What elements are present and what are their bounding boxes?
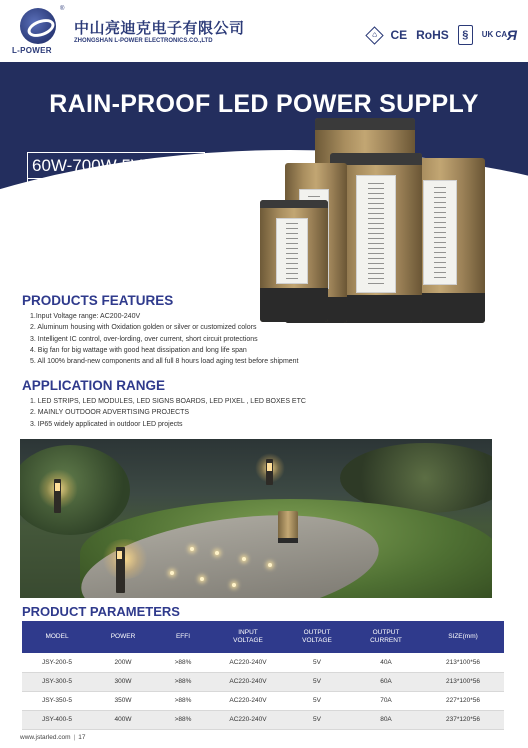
application-title: APPLICATION RANGE: [22, 378, 166, 393]
cell-input: AC220-240V: [212, 653, 284, 672]
table-row: [22, 672, 504, 691]
cell-effi: >88%: [154, 710, 212, 729]
table-row: [22, 653, 504, 672]
company-name-cn: 中山亮迪克电子有限公司: [74, 20, 245, 37]
cell-output-voltage: 5V: [284, 672, 350, 691]
table-row: [22, 691, 504, 710]
footer-website[interactable]: www.jstarled.com: [20, 734, 71, 741]
cell-input: AC220-240V: [212, 710, 284, 729]
features-title: PRODUCTS FEATURES: [22, 293, 174, 308]
list-item: 2. MAINLY OUTDOOR ADVERTISING PROJECTS: [30, 409, 190, 417]
header-size: SIZE(mm): [422, 621, 504, 653]
rohs-icon: RoHS: [416, 28, 449, 42]
cell-output-current: 60A: [350, 672, 422, 691]
cell-input: AC220-240V: [212, 672, 284, 691]
registered-mark: ®: [60, 6, 65, 12]
header-input-voltage: INPUT VOLTAGE: [212, 621, 284, 653]
page-number: 17: [78, 734, 86, 741]
table-header-row: [22, 621, 504, 653]
logo-text: L-POWER: [12, 46, 52, 55]
page-title: RAIN-PROOF LED POWER SUPPLY: [49, 90, 479, 118]
cell-output-voltage: 5V: [284, 710, 350, 729]
list-item: 2. Aluminum housing with Oxidation golden or silver or customized colors: [30, 324, 257, 332]
cell-model: JSY-300-5: [22, 672, 92, 691]
header-output-voltage: OUTPUT VOLTAGE: [284, 621, 350, 653]
cell-output-current: 70A: [350, 691, 422, 710]
cell-size: 213*100*56: [422, 672, 504, 691]
brand-logo-icon: [20, 8, 56, 44]
header-effi: EFFI: [154, 621, 212, 653]
list-item: 1.Input Voltage range: AC200-240V: [30, 313, 141, 320]
features-list: [30, 311, 500, 367]
company-name-en: ZHONGSHAN L-POWER ELECTRONICS.CO.,LTD: [74, 38, 213, 44]
brand-logo: [10, 6, 66, 58]
header-model: MODEL: [22, 621, 92, 653]
cell-size: 227*120*56: [422, 691, 504, 710]
cell-power: 200W: [92, 653, 154, 672]
spec-ip-rate: IP RATE : IP65: [28, 178, 204, 203]
footer-separator: |: [73, 734, 76, 741]
parameters-title: PRODUCT PARAMETERS: [22, 604, 180, 619]
certification-row: [368, 26, 516, 44]
header-power: POWER: [92, 621, 154, 653]
cell-output-voltage: 5V: [284, 691, 350, 710]
cell-model: JSY-400-5: [22, 710, 92, 729]
list-item: 1. LED STRIPS, LED MODULES, LED SIGNS BOARDS, LED PIXEL , LED BOXES ETC: [30, 398, 306, 405]
garden-application-photo: [20, 439, 492, 598]
cell-effi: >88%: [154, 691, 212, 710]
cell-effi: >88%: [154, 653, 212, 672]
cell-power: 350W: [92, 691, 154, 710]
parameters-table: [22, 621, 504, 730]
safety-box-icon: §: [458, 25, 473, 45]
list-item: 3. IP65 widely applicated in outdoor LED projects: [30, 420, 183, 428]
cell-power: 400W: [92, 710, 154, 729]
ru-mark-icon: Я: [506, 27, 516, 43]
cell-effi: >88%: [154, 672, 212, 691]
cell-model: JSY-200-5: [22, 653, 92, 672]
table-row: [22, 710, 504, 729]
ce-mark-icon: CE: [390, 28, 408, 42]
header-output-current: OUTPUT CURRENT: [350, 621, 422, 653]
garden-bollard: [54, 479, 61, 513]
cell-model: JSY-350-5: [22, 691, 92, 710]
installed-power-supply: [278, 511, 298, 543]
cell-size: 213*100*56: [422, 653, 504, 672]
cell-output-current: 80A: [350, 710, 422, 729]
list-item: 4. Big fan for big wattage with good heat dissipation and long life span: [30, 346, 247, 354]
cell-output-voltage: 5V: [284, 653, 350, 672]
ukca-icon: UK CA: [481, 30, 508, 39]
list-item: 5. All 100% brand-new components and all full 8 hours load aging test before shipment: [30, 358, 299, 366]
cell-output-current: 40A: [350, 653, 422, 672]
garden-bollard: [266, 459, 273, 485]
cell-input: AC220-240V: [212, 691, 284, 710]
cell-power: 300W: [92, 672, 154, 691]
list-item: 3. Intelligent IC control, over-lording, over current, short circuit protections: [30, 335, 258, 343]
garden-bollard: [116, 547, 125, 593]
spec-power-voltage: 60W-700W 5V/12V: [32, 156, 178, 175]
recycle-diamond-icon: ♺: [366, 26, 384, 44]
cell-size: 237*120*56: [422, 710, 504, 729]
application-list: [30, 396, 500, 430]
product-illustration: [255, 118, 520, 328]
power-supply-front: [260, 200, 328, 322]
spec-box: [27, 152, 205, 204]
footer: [20, 734, 86, 741]
